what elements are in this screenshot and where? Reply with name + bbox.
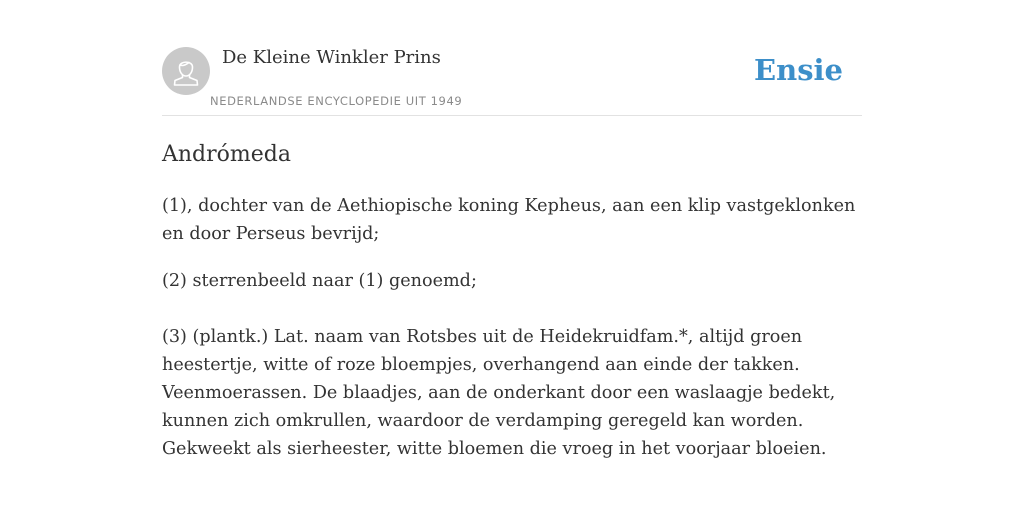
definition-paragraph-1: (1), dochter van de Aethiopische koning Kepheus, aan een klip vastgeklonken en door Perseus bevrijd; [162,196,856,244]
definition-paragraph-3: (3) (plantk.) Lat. naam van Rotsbes uit de Heidekruidfam.*, altijd groen heestertje, witte of roze bloempjes, overhangend aan einde der takken. Veenmoerassen. De blaadjes, aan de onderkant door een waslaagje bedekt, kunnen zich omkrullen, waardoor de verdamping geregeld kan worden. Gekweekt als sierheester, witte bloemen die vroeg in het voorjaar bloeien. [162,327,836,459]
source-subtitle: NEDERLANDSE ENCYCLOPEDIE UIT 1949 [210,94,463,108]
header-divider [162,115,862,116]
definition-paragraph-2: (2) sterrenbeeld naar (1) genoemd; [162,271,477,291]
ensie-logo-link[interactable]: Ensie [754,53,843,87]
entry-title: Andrómeda [162,142,291,167]
source-title[interactable]: De Kleine Winkler Prins [222,47,441,68]
user-avatar-icon [162,47,210,95]
author-avatar[interactable] [162,47,210,95]
